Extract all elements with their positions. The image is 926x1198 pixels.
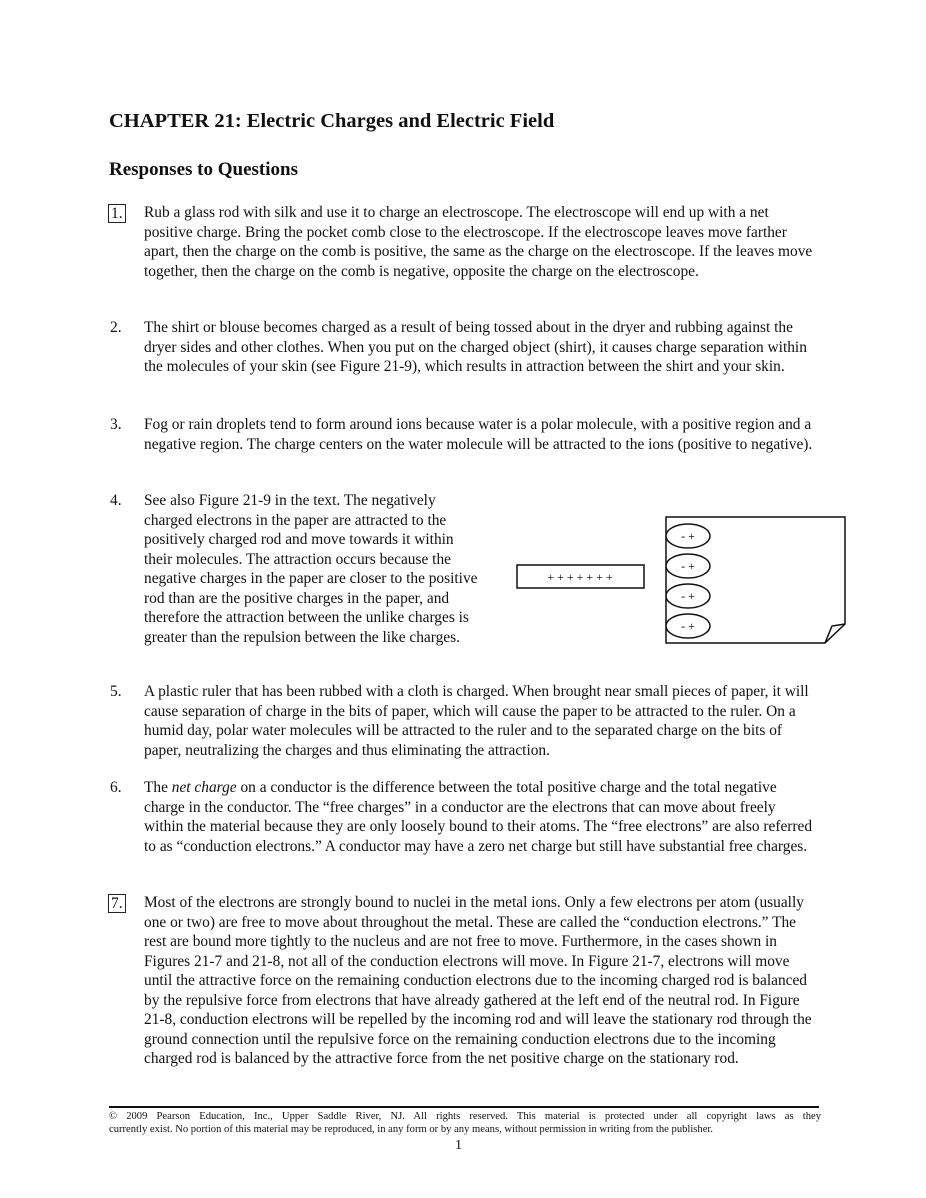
item-number-3: 3. — [110, 416, 122, 433]
rod-charges: + + + + + + + — [547, 570, 613, 584]
item-number-4: 4. — [110, 492, 122, 509]
molecule-label-4: - + — [681, 619, 695, 633]
item-number-5: 5. — [110, 683, 122, 700]
item-text-6 — [144, 778, 816, 856]
chapter-title: CHAPTER 21: Electric Charges and Electric Field — [109, 110, 555, 132]
item-text-6-post: on a conductor is the difference between the total positive charge and the total negative charge in the conductor. The “free charges” in a conductor are the electrons that can move about freely within the material because they are only loosely bound to their atoms. The “free electrons” are also referred to as “conduction electrons.” A conductor may have a zero net charge but still have substantial free charges. — [144, 779, 813, 855]
item-number-1: 1. — [108, 204, 126, 223]
item-text-4: See also Figure 21-9 in the text. The negatively charged electrons in the paper are attracted to the positively charged rod and move towards it within their molecules. The attraction occurs because the negative charges in the paper are closer to the positive rod than are the positive charges in the paper, and therefore the attraction between the unlike charges is greater than the repulsion between the like charges. — [144, 492, 478, 646]
item-number-7: 7. — [108, 894, 126, 913]
item-number-2: 2. — [110, 319, 122, 336]
page-number: 1 — [455, 1138, 462, 1153]
charged-rod-paper-figure — [512, 510, 852, 650]
item-text-1: Rub a glass rod with silk and use it to charge an electroscope. The electroscope will end up with a net positive charge. Bring the pocket comb close to the electroscope. If the electroscope leaves move farther apart, then the charge on the comb is positive, the same as the charge on the electroscope. If the leaves move together, then the charge on the comb is negative, opposite the charge on the electroscope. — [144, 204, 813, 280]
item-text-5: A plastic ruler that has been rubbed with a cloth is charged. When brought near small pieces of paper, it will cause separation of charge in the bits of paper, which will cause the paper to be attracted to the ruler. On a humid day, polar water molecules will be attracted to the ruler and to the separated charge on the bits of paper, neutralizing the charges and thus eliminating the attraction. — [144, 683, 809, 759]
item-text-2: The shirt or blouse becomes charged as a result of being tossed about in the dryer and rubbing against the dryer sides and other clothes. When you put on the charged object (shirt), it causes charge separation within the molecules of your skin (see Figure 21-9), which results in attraction between the shirt and your skin. — [144, 319, 807, 375]
copyright-line-1: © 2009 Pearson Education, Inc., Upper Saddle River, NJ. All rights reserved. This material is protected under all copyright laws as they — [109, 1111, 821, 1122]
item-text-7: Most of the electrons are strongly bound to nuclei in the metal ions. Only a few electrons per atom (usually one or two) are free to move about throughout the metal. These are called the “conduction electrons.” The rest are bound more tightly to the nucleus and are not free to move. Furthermore, in the cases shown in Figures 21-7 and 21-8, not all of the conduction electrons will move. In Figure 21-7, electrons will move until the attractive force on the remaining conduction electrons due to the incoming charged rod is balanced by the repulsive force from electrons that have already gathered at the left end of the neutral rod. In Figure 21-8, conduction electrons will be repelled by the incoming rod and will leave the stationary rod through the ground connection until the repulsive force on the remaining conduction electrons due to the incoming charged rod is balanced by the attractive force from the net positive charge on the stationary rod. — [144, 894, 812, 1067]
item-number-6: 6. — [110, 779, 122, 796]
molecule-label-1: - + — [681, 529, 695, 543]
molecule-label-3: - + — [681, 589, 695, 603]
item-text-6-em: net charge — [171, 779, 237, 796]
copyright-notice — [109, 1110, 821, 1136]
molecule-label-2: - + — [681, 559, 695, 573]
item-text-3: Fog or rain droplets tend to form around ions because water is a polar molecule, with a positive region and a negative region. The charge centers on the water molecule will be attracted to the ions (positive to negative). — [144, 416, 813, 453]
item-text-6-pre: The — [144, 779, 172, 796]
section-title: Responses to Questions — [109, 159, 298, 180]
footer-rule — [109, 1106, 819, 1108]
copyright-line-2: currently exist. No portion of this material may be reproduced, in any form or by any means, without permission in writing from the publisher. — [109, 1124, 714, 1135]
